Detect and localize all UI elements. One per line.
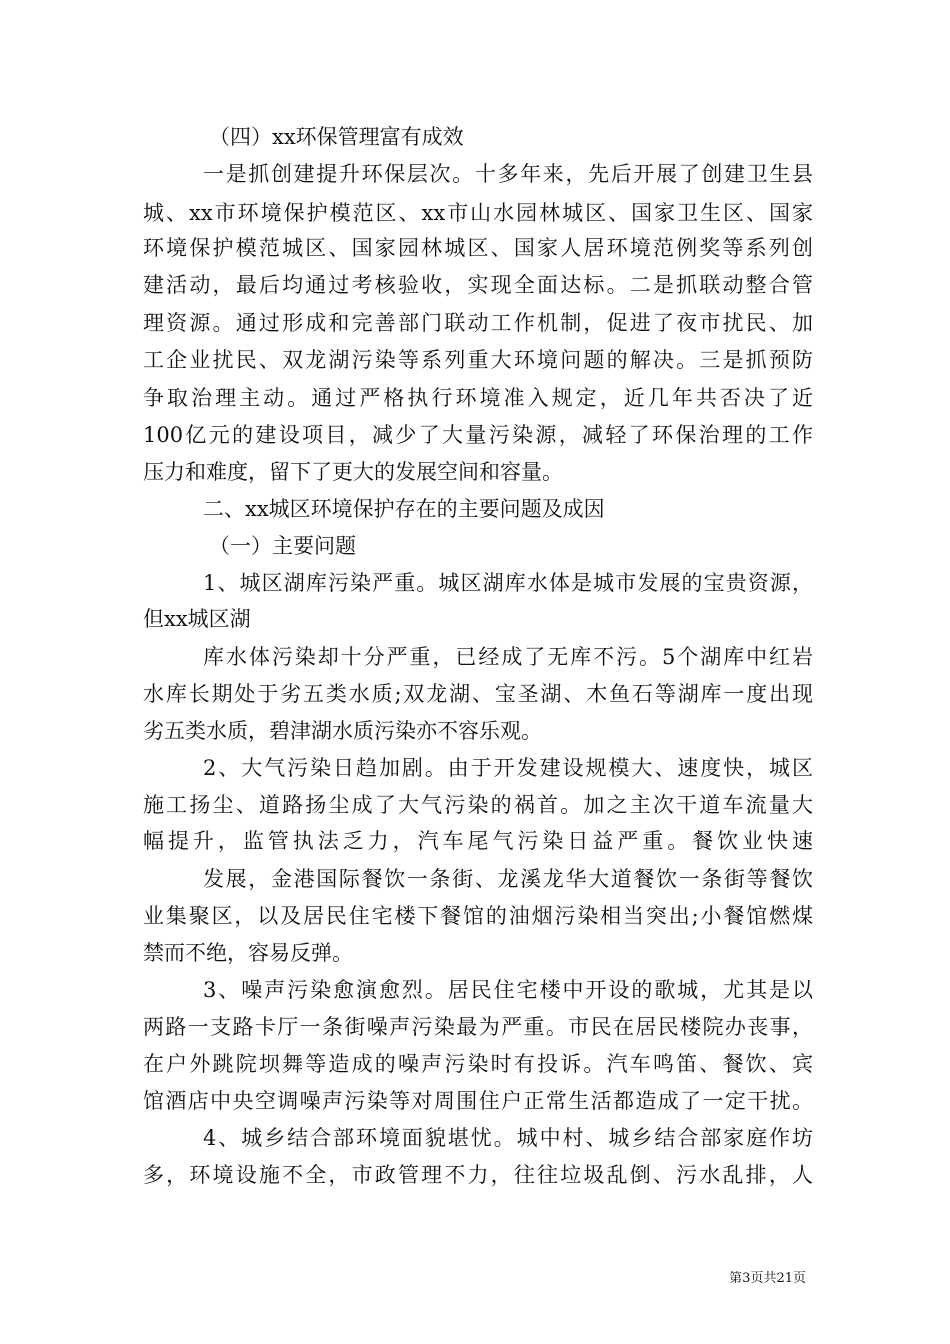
paragraph-line: 100亿元的建设项目，减少了大量污染源，减轻了环保治理的工作	[143, 423, 813, 447]
paragraph-line: 多，环境设施不全，市政管理不力，往往垃圾乱倒、污水乱排，人	[143, 1163, 813, 1187]
section-heading: 二、xx城区环境保护存在的主要问题及成因	[203, 497, 605, 521]
paragraph-line: 建活动，最后均通过考核验收，实现全面达标。二是抓联动整合管	[143, 273, 813, 297]
paragraph-line: 两路一支路卡厅一条街噪声污染最为严重。市民在居民楼院办丧事，	[143, 1015, 813, 1039]
paragraph-line: 在户外跳院坝舞等造成的噪声污染时有投诉。汽车鸣笛、餐饮、宾	[143, 1052, 813, 1076]
paragraph-line: 争取治理主动。通过严格执行环境准入规定，近几年共否决了近	[143, 386, 813, 410]
paragraph-line: 一是抓创建提升环保层次。十多年来，先后开展了创建卫生县	[203, 162, 813, 186]
paragraph-line: 城、xx市环境保护模范区、xx市山水园林城区、国家卫生区、国家	[143, 201, 813, 225]
paragraph-line: 幅提升，监管执法乏力，汽车尾气污染日益严重。餐饮业快速	[143, 829, 813, 853]
paragraph-line: 压力和难度，留下了更大的发展空间和容量。	[143, 460, 563, 484]
page-number: 第3页共21页	[729, 1271, 806, 1286]
paragraph-line: 库水体污染却十分严重，已经成了无库不污。5个湖库中红岩	[203, 645, 813, 669]
paragraph-line: 发展，金港国际餐饮一条街、龙溪龙华大道餐饮一条街等餐饮	[203, 867, 813, 891]
subsection-heading: （一）主要问题	[209, 534, 356, 558]
section-heading: （四）xx环保管理富有成效	[209, 125, 464, 149]
paragraph-line: 工企业扰民、双龙湖污染等系列重大环境问题的解决。三是抓预防	[143, 348, 813, 372]
paragraph-line: 1、城区湖库污染严重。城区湖库水体是城市发展的宝贵资源，	[203, 571, 813, 595]
paragraph-line: 3、噪声污染愈演愈烈。居民住宅楼中开设的歌城，尤其是以	[203, 978, 813, 1002]
paragraph-line: 禁而不绝，容易反弹。	[143, 941, 353, 965]
paragraph-line: 理资源。通过形成和完善部门联动工作机制，促进了夜市扰民、加	[143, 311, 813, 335]
paragraph-line: 水库长期处于劣五类水质;双龙湖、宝圣湖、木鱼石等湖库一度出现	[143, 682, 813, 706]
paragraph-line: 馆酒店中央空调噪声污染等对周围住户正常生活都造成了一定干扰。	[143, 1089, 813, 1113]
paragraph-line: 4、城乡结合部环境面貌堪忧。城中村、城乡结合部家庭作坊	[203, 1126, 813, 1150]
paragraph-line: 业集聚区，以及居民住宅楼下餐馆的油烟污染相当突出;小餐馆燃煤	[143, 904, 813, 928]
paragraph-line: 但xx城区湖	[143, 607, 251, 631]
paragraph-line: 2、大气污染日趋加剧。由于开发建设规模大、速度快，城区	[203, 756, 813, 780]
paragraph-line: 劣五类水质，碧津湖水质污染亦不容乐观。	[143, 719, 542, 743]
paragraph-line: 施工扬尘、道路扬尘成了大气污染的祸首。加之主次干道车流量大	[143, 793, 813, 817]
paragraph-line: 环境保护模范城区、国家园林城区、国家人居环境范例奖等系列创	[143, 236, 813, 260]
